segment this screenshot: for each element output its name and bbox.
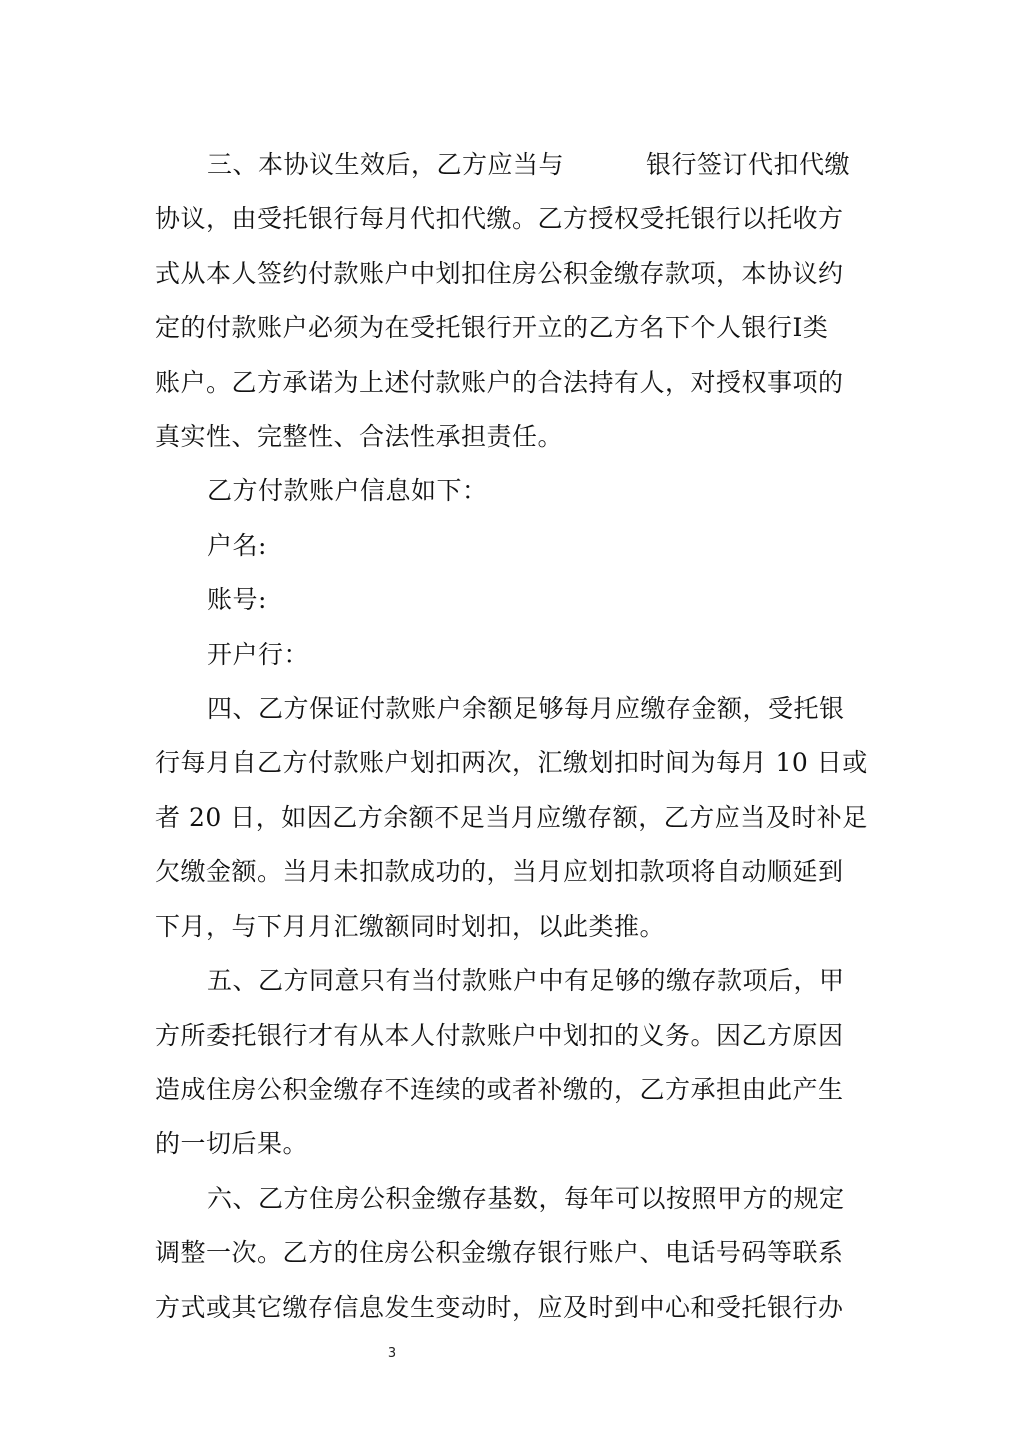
clause-6-line-2: 调整一次。乙方的住房公积金缴存银行账户、电话号码等联系: [155, 1238, 844, 1268]
clause-5: [155, 954, 867, 1172]
page-number: 3: [387, 1346, 397, 1361]
clause-5-line-4: 的一切后果。: [155, 1129, 309, 1159]
clause-3-line-6: 真实性、完整性、合法性承担责任。: [155, 422, 564, 452]
clause-5-line-2: 方所委托银行才有从本人付款账户中划扣的义务。因乙方原因: [155, 1020, 844, 1050]
clause-3-line-4: 定的付款账户必须为在受托银行开立的乙方名下个人银行Ⅰ类: [155, 313, 829, 343]
clause-3-line-2: 协议，由受托银行每月代扣代缴。乙方授权受托银行以托收方: [155, 204, 844, 234]
account-info-heading: 乙方付款账户信息如下：: [207, 476, 488, 506]
clause-4: [155, 682, 867, 954]
clause-3-line-1-part-2: 银行签订代扣代缴: [646, 150, 851, 179]
clause-4-line-1: 四、乙方保证付款账户余额足够每月应缴存金额，受托银: [207, 694, 845, 724]
clause-4-line-2: 行每月自乙方付款账户划扣两次，汇缴划扣时间为每月 10 日或: [155, 748, 868, 778]
clause-5-line-1: 五、乙方同意只有当付款账户中有足够的缴存款项后，甲: [207, 966, 845, 996]
clause-5-line-3: 造成住房公积金缴存不连续的或者补缴的，乙方承担由此产生: [155, 1074, 844, 1104]
clause-6-line-3: 方式或其它缴存信息发生变动时，应及时到中心和受托银行办: [155, 1292, 844, 1322]
clause-4-line-3: 者 20 日，如因乙方余额不足当月应缴存额，乙方应当及时补足: [155, 802, 868, 832]
document-body: [155, 138, 867, 1335]
account-number-label: 账号:: [207, 585, 267, 615]
clause-3-line-3: 式从本人签约付款账户中划扣住房公积金缴存款项，本协议约: [155, 258, 844, 288]
clause-6: [155, 1172, 867, 1335]
clause-3-line-1-part-1: 三、本协议生效后，乙方应当与: [207, 150, 565, 179]
clause-6-line-1: 六、乙方住房公积金缴存基数，每年可以按照甲方的规定: [207, 1183, 845, 1213]
clause-3: [155, 138, 867, 464]
clause-4-line-5: 下月，与下月月汇缴额同时划扣，以此类推。: [155, 911, 666, 941]
clause-3-line-5: 账户。乙方承诺为上述付款账户的合法持有人，对授权事项的: [155, 367, 844, 397]
clause-4-line-4: 欠缴金额。当月未扣款成功的，当月应划扣款项将自动顺延到: [155, 857, 844, 887]
account-name-label: 户名:: [207, 530, 267, 560]
account-info: [155, 464, 867, 682]
bank-label: 开户行：: [207, 639, 310, 669]
clause-3-line-1: [155, 138, 867, 192]
